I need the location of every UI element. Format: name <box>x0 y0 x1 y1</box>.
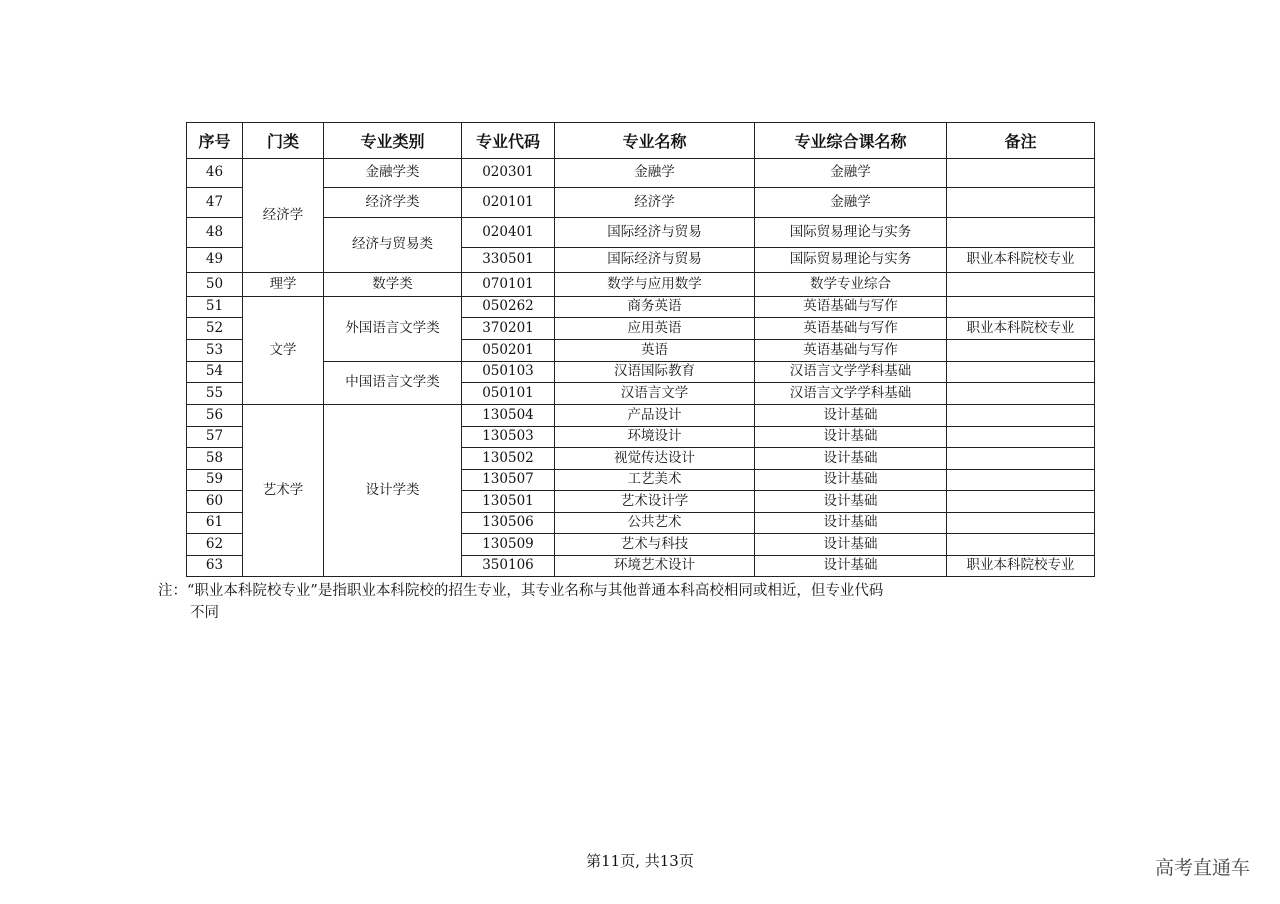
cell-menlei: 理学 <box>243 273 324 297</box>
cell-major-name: 商务英语 <box>555 297 755 318</box>
cell-code: 130503 <box>462 427 555 448</box>
table-row <box>187 159 1095 188</box>
cell-code: 050262 <box>462 297 555 318</box>
cell-remark <box>947 534 1095 556</box>
cell-course-name: 数学专业综合 <box>755 273 947 297</box>
cell-course-name: 金融学 <box>755 159 947 188</box>
cell-category: 外国语言文学类 <box>324 297 462 362</box>
cell-code: 130504 <box>462 405 555 427</box>
cell-code: 130501 <box>462 491 555 513</box>
cell-course-name: 设计基础 <box>755 405 947 427</box>
cell-no: 57 <box>187 427 243 448</box>
cell-no: 56 <box>187 405 243 427</box>
cell-no: 51 <box>187 297 243 318</box>
cell-menlei: 文学 <box>243 297 324 405</box>
cell-code: 350106 <box>462 556 555 577</box>
cell-remark <box>947 448 1095 470</box>
cell-course-name: 国际贸易理论与实务 <box>755 248 947 273</box>
cell-code: 130506 <box>462 513 555 534</box>
cell-code: 130509 <box>462 534 555 556</box>
cell-code: 050103 <box>462 362 555 383</box>
cell-remark <box>947 218 1095 248</box>
cell-major-name: 金融学 <box>555 159 755 188</box>
cell-course-name: 设计基础 <box>755 491 947 513</box>
footnote-line-2: 不同 <box>190 605 219 621</box>
footnote-line-1: 注：“职业本科院校专业”是指职业本科院校的招生专业，其专业名称与其他普通本科高校相同或相近，但专业代码 <box>158 583 884 599</box>
cell-course-name: 金融学 <box>755 188 947 218</box>
cell-remark <box>947 470 1095 491</box>
cell-code: 020101 <box>462 188 555 218</box>
table-row <box>187 188 1095 218</box>
cell-major-name: 应用英语 <box>555 318 755 340</box>
cell-no: 62 <box>187 534 243 556</box>
cell-major-name: 环境设计 <box>555 427 755 448</box>
cell-remark <box>947 159 1095 188</box>
cell-major-name: 数学与应用数学 <box>555 273 755 297</box>
header-menlei: 门类 <box>243 123 324 159</box>
cell-menlei: 艺术学 <box>243 405 324 577</box>
cell-course-name: 国际贸易理论与实务 <box>755 218 947 248</box>
cell-remark <box>947 188 1095 218</box>
cell-course-name: 设计基础 <box>755 534 947 556</box>
cell-code: 020401 <box>462 218 555 248</box>
footnote <box>158 580 1078 624</box>
cell-no: 61 <box>187 513 243 534</box>
cell-remark <box>947 513 1095 534</box>
cell-major-name: 视觉传达设计 <box>555 448 755 470</box>
cell-remark: 职业本科院校专业 <box>947 556 1095 577</box>
cell-remark <box>947 427 1095 448</box>
cell-no: 52 <box>187 318 243 340</box>
table-row <box>187 297 1095 318</box>
cell-no: 59 <box>187 470 243 491</box>
cell-remark: 职业本科院校专业 <box>947 318 1095 340</box>
header-remark: 备注 <box>947 123 1095 159</box>
cell-major-name: 公共艺术 <box>555 513 755 534</box>
cell-course-name: 英语基础与写作 <box>755 340 947 362</box>
cell-course-name: 英语基础与写作 <box>755 318 947 340</box>
cell-major-name: 工艺美术 <box>555 470 755 491</box>
header-major-name: 专业名称 <box>555 123 755 159</box>
cell-category: 经济与贸易类 <box>324 218 462 273</box>
cell-no: 58 <box>187 448 243 470</box>
cell-course-name: 汉语言文学学科基础 <box>755 383 947 405</box>
cell-major-name: 艺术设计学 <box>555 491 755 513</box>
cell-code: 130507 <box>462 470 555 491</box>
cell-no: 49 <box>187 248 243 273</box>
table-row <box>187 273 1095 297</box>
cell-code: 330501 <box>462 248 555 273</box>
cell-category: 设计学类 <box>324 405 462 577</box>
cell-no: 48 <box>187 218 243 248</box>
cell-code: 050201 <box>462 340 555 362</box>
cell-category: 金融学类 <box>324 159 462 188</box>
cell-major-name: 国际经济与贸易 <box>555 218 755 248</box>
cell-no: 53 <box>187 340 243 362</box>
cell-remark <box>947 273 1095 297</box>
cell-course-name: 英语基础与写作 <box>755 297 947 318</box>
cell-remark <box>947 362 1095 383</box>
cell-category: 数学类 <box>324 273 462 297</box>
cell-code: 370201 <box>462 318 555 340</box>
header-no: 序号 <box>187 123 243 159</box>
cell-major-name: 产品设计 <box>555 405 755 427</box>
header-code: 专业代码 <box>462 123 555 159</box>
cell-major-name: 英语 <box>555 340 755 362</box>
cell-menlei: 经济学 <box>243 159 324 273</box>
header-category: 专业类别 <box>324 123 462 159</box>
page-number: 第11页, 共13页 <box>586 852 694 870</box>
cell-code: 130502 <box>462 448 555 470</box>
cell-major-name: 环境艺术设计 <box>555 556 755 577</box>
cell-major-name: 国际经济与贸易 <box>555 248 755 273</box>
cell-course-name: 设计基础 <box>755 470 947 491</box>
cell-code: 050101 <box>462 383 555 405</box>
watermark-text: 高考直通车 <box>1154 857 1250 879</box>
cell-major-name: 汉语言文学 <box>555 383 755 405</box>
cell-course-name: 设计基础 <box>755 427 947 448</box>
cell-remark <box>947 491 1095 513</box>
cell-category: 中国语言文学类 <box>324 362 462 405</box>
cell-course-name: 设计基础 <box>755 556 947 577</box>
cell-no: 50 <box>187 273 243 297</box>
cell-remark: 职业本科院校专业 <box>947 248 1095 273</box>
cell-no: 46 <box>187 159 243 188</box>
cell-code: 070101 <box>462 273 555 297</box>
majors-table <box>186 122 1095 577</box>
cell-major-name: 汉语国际教育 <box>555 362 755 383</box>
cell-no: 54 <box>187 362 243 383</box>
cell-course-name: 设计基础 <box>755 513 947 534</box>
cell-remark <box>947 340 1095 362</box>
table-header-row <box>187 123 1095 159</box>
header-course-name: 专业综合课名称 <box>755 123 947 159</box>
cell-major-name: 艺术与科技 <box>555 534 755 556</box>
table-row <box>187 362 1095 383</box>
cell-no: 63 <box>187 556 243 577</box>
cell-course-name: 设计基础 <box>755 448 947 470</box>
table-row <box>187 405 1095 427</box>
cell-no: 55 <box>187 383 243 405</box>
cell-no: 60 <box>187 491 243 513</box>
cell-remark <box>947 383 1095 405</box>
table-row <box>187 218 1095 248</box>
cell-course-name: 汉语言文学学科基础 <box>755 362 947 383</box>
cell-remark <box>947 297 1095 318</box>
cell-code: 020301 <box>462 159 555 188</box>
cell-major-name: 经济学 <box>555 188 755 218</box>
cell-category: 经济学类 <box>324 188 462 218</box>
cell-remark <box>947 405 1095 427</box>
cell-no: 47 <box>187 188 243 218</box>
